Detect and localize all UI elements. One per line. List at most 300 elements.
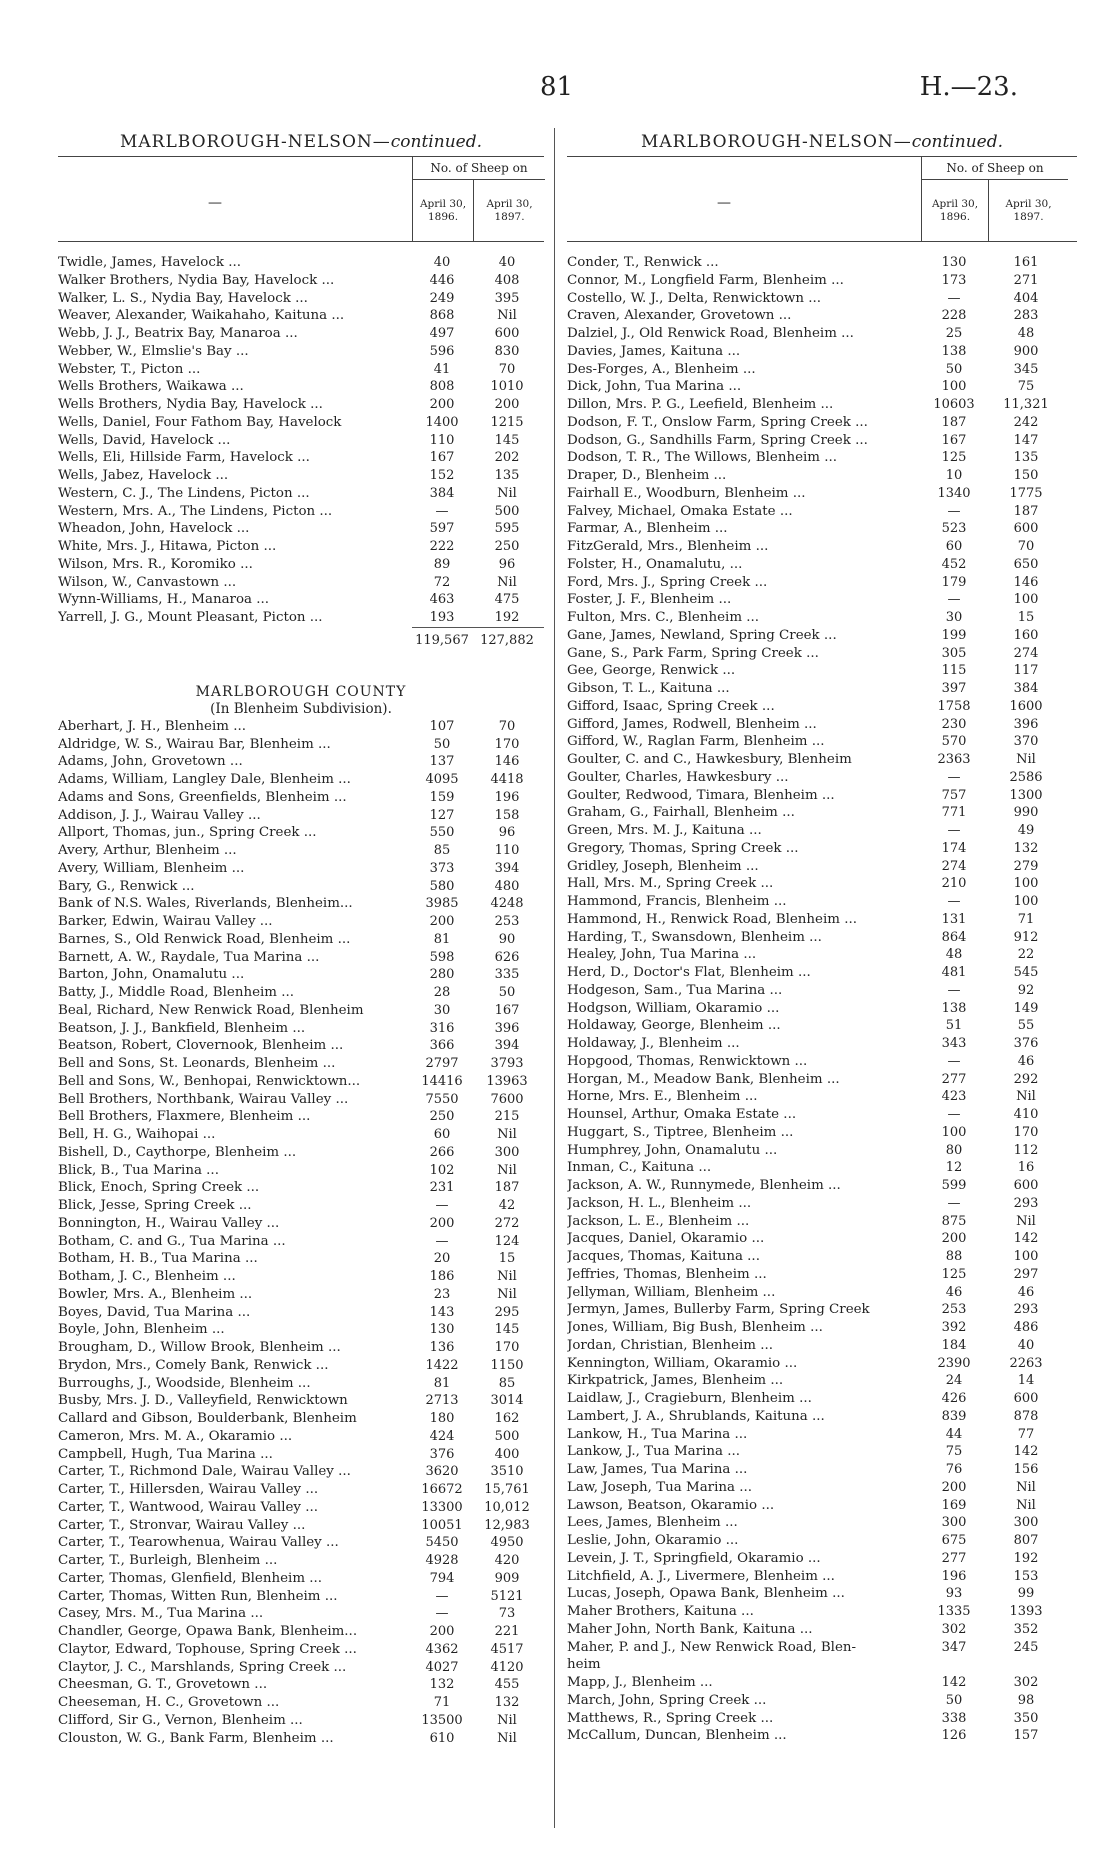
sheep-1896: 200: [429, 914, 455, 929]
sheep-1897: 250: [494, 539, 520, 554]
sheep-1896: 1400: [425, 414, 459, 430]
sheep-1896: 376: [429, 1446, 455, 1462]
table-row: [567, 1355, 1077, 1373]
sheep-1897: 396: [1013, 716, 1039, 732]
sheep-1897: 170: [494, 736, 520, 752]
sheep-1896: 10051: [421, 1517, 463, 1533]
owner-name: Gee, George, Renwick ...: [567, 663, 736, 679]
sheep-1896: 28: [433, 985, 451, 1000]
table-row: [567, 1124, 1077, 1142]
owner-name: Lankow, H., Tua Marina ...: [567, 1426, 748, 1442]
owner-name: Goulter, Charles, Hawkesbury ...: [567, 769, 789, 785]
sheep-1896: 757: [941, 787, 967, 803]
owner-name: Wilson, Mrs. R., Koromiko ...: [58, 556, 253, 572]
owner-name: Fulton, Mrs. C., Blenheim ...: [567, 610, 760, 625]
sheep-1896: [921, 1656, 987, 1674]
owner-name: Hodgeson, Sam., Tua Marina ...: [567, 982, 783, 998]
sheep-1896: 200: [429, 1215, 455, 1231]
sheep-1897: 4418: [490, 772, 524, 787]
owner-name: Goulter, C. and C., Hawkesbury, Blenheim: [567, 752, 852, 767]
sheep-1897: 85: [498, 1375, 516, 1391]
sheep-1896: 72: [433, 574, 451, 590]
sheep-1896: 125: [941, 450, 967, 466]
owner-name: Bell, H. G., Waihopai ...: [58, 1127, 216, 1142]
sheep-1896: 249: [429, 290, 455, 306]
sheep-1897: 274: [1013, 645, 1039, 661]
left-rows-b: [58, 718, 544, 1748]
sheep-1896: 875: [941, 1213, 967, 1229]
sheep-1897: 112: [1013, 1142, 1039, 1158]
table-row: [58, 1233, 544, 1251]
table-row: [58, 361, 544, 379]
table-row: [567, 982, 1077, 1000]
sheep-1897: 161: [1013, 255, 1039, 270]
sheep-1897: 50: [498, 985, 516, 1000]
owner-name: Cheeseman, H. C., Grovetown ...: [58, 1695, 280, 1710]
sheep-1896: 138: [941, 1000, 967, 1016]
owner-name: Busby, Mrs. J. D., Valleyfield, Renwicktown: [58, 1393, 348, 1409]
table-row: [567, 964, 1077, 982]
sheep-1897: 142: [1013, 1444, 1039, 1460]
sheep-1897: 242: [1013, 414, 1039, 430]
sheep-1896: 4095: [425, 772, 459, 787]
sheep-1896: 2390: [937, 1355, 971, 1371]
sheep-1896: 137: [429, 754, 455, 770]
sheep-1897: 1150: [490, 1357, 524, 1373]
sheep-1897: 500: [494, 503, 520, 519]
owner-name: Laidlaw, J., Cragieburn, Blenheim ...: [567, 1391, 812, 1406]
sheep-1896: 231: [429, 1180, 455, 1196]
right-column-title: [567, 130, 1077, 156]
owner-name: Callard and Gibson, Boulderbank, Blenheim: [58, 1411, 357, 1426]
sheep-1897: Nil: [497, 1712, 517, 1728]
sheep-1897: 149: [1013, 1000, 1039, 1016]
sheep-1897: 40: [1017, 1337, 1035, 1353]
owner-name: Goulter, Redwood, Timara, Blenheim ...: [567, 787, 835, 803]
sheep-1896: 199: [941, 627, 967, 643]
table-row: [567, 1230, 1077, 1248]
sheep-1897: 145: [494, 432, 520, 448]
table-row: [58, 485, 544, 503]
table-row: [58, 1570, 544, 1588]
sheep-1896: 100: [941, 1124, 967, 1140]
table-row: [58, 1446, 544, 1464]
sheep-1896: 167: [941, 432, 967, 448]
table-row: [58, 432, 544, 450]
owner-name: Dodson, G., Sandhills Farm, Spring Creek ...: [567, 432, 868, 448]
table-row: [58, 556, 544, 574]
sheep-1896: —: [435, 1606, 449, 1622]
sheep-1896: 152: [429, 468, 455, 483]
owner-name: Batty, J., Middle Road, Blenheim ...: [58, 985, 295, 1000]
owner-name: Yarrell, J. G., Mount Pleasant, Picton ...: [58, 610, 323, 625]
owner-name: Dillon, Mrs. P. G., Leefield, Blenheim ...: [567, 397, 834, 412]
sheep-1896: 4928: [425, 1553, 459, 1568]
right-title-suffix: continued.: [911, 132, 1003, 152]
table-row: [567, 1710, 1077, 1728]
sheep-1896: 110: [429, 432, 455, 448]
owner-name: Wilson, W., Canvastown ...: [58, 574, 237, 590]
sheep-1897: 600: [1013, 1391, 1039, 1406]
sheep-1896: 196: [941, 1568, 967, 1584]
owner-name: Gifford, James, Rodwell, Blenheim ...: [567, 716, 817, 732]
owner-name: Bowler, Mrs. A., Blenheim ...: [58, 1286, 253, 1302]
sheep-1897: 12,983: [484, 1517, 530, 1533]
table-row: [567, 272, 1077, 290]
table-row: [58, 878, 544, 896]
sheep-1896: 102: [429, 1162, 455, 1178]
sheep-1897: 404: [1013, 290, 1039, 306]
right-table-header: [567, 156, 1077, 242]
owner-name: Clouston, W. G., Bank Farm, Blenheim ...: [58, 1730, 334, 1746]
sheep-1896: 50: [433, 736, 451, 752]
table-row: [567, 1497, 1077, 1515]
right-head-c2: April 30, 1897.: [988, 180, 1068, 241]
sheep-1897: 187: [494, 1180, 520, 1196]
sheep-1897: 215: [494, 1109, 520, 1125]
owner-name: Blick, B., Tua Marina ...: [58, 1162, 219, 1178]
right-title-text: MARLBOROUGH-NELSON—: [641, 132, 912, 152]
sheep-1897: 77: [1017, 1426, 1035, 1442]
sheep-1897: 455: [494, 1677, 520, 1693]
owner-name: Holdaway, J., Blenheim ...: [567, 1036, 740, 1051]
sheep-1897: 1600: [1009, 698, 1043, 714]
sheep-1897: 4517: [490, 1641, 524, 1657]
sheep-1897: 92: [1017, 982, 1035, 998]
sheep-1897: [987, 1656, 1065, 1674]
owner-name: Beal, Richard, New Renwick Road, Blenheim: [58, 1002, 364, 1018]
sheep-1897: Nil: [497, 1730, 517, 1746]
sheep-1896: 280: [429, 967, 455, 983]
sheep-1896: 51: [945, 1018, 963, 1034]
owner-name: Dodson, T. R., The Willows, Blenheim ...: [567, 450, 838, 466]
sheep-1897: 545: [1013, 965, 1039, 980]
table-row: [58, 272, 544, 290]
sheep-1896: 115: [941, 663, 967, 679]
owner-name: Wells Brothers, Nydia Bay, Havelock ...: [58, 397, 323, 412]
table-row: [58, 842, 544, 860]
table-row: [567, 627, 1077, 645]
right-head-group: [921, 157, 1068, 241]
table-row: [58, 396, 544, 414]
owner-name: Western, C. J., The Lindens, Picton ...: [58, 485, 310, 501]
sheep-1896: 81: [433, 931, 451, 947]
owner-name: Horne, Mrs. E., Blenheim ...: [567, 1089, 758, 1105]
sheep-1897: 70: [498, 361, 516, 377]
owner-name: Costello, W. J., Delta, Renwicktown ...: [567, 290, 822, 306]
sheep-1896: 130: [941, 255, 967, 270]
sheep-1897: 394: [494, 1038, 520, 1054]
sheep-1897: 295: [494, 1304, 520, 1320]
sheep-1897: 147: [1013, 432, 1039, 448]
sheep-1897: 73: [498, 1606, 516, 1622]
sheep-1896: 179: [941, 574, 967, 590]
owner-name: Botham, J. C., Blenheim ...: [58, 1269, 236, 1284]
owner-name: Gifford, W., Raglan Farm, Blenheim ...: [567, 734, 825, 750]
sheep-1896: 200: [429, 1624, 455, 1639]
owner-name: Boyes, David, Tua Marina ...: [58, 1304, 251, 1320]
sheep-1896: 60: [945, 539, 963, 554]
sheep-1897: 500: [494, 1428, 520, 1444]
sheep-1896: 392: [941, 1320, 967, 1335]
page-reference: H.—23.: [919, 72, 1018, 102]
sheep-1897: 3014: [490, 1393, 524, 1409]
table-row: [58, 467, 544, 485]
owner-name: Draper, D., Blenheim ...: [567, 468, 727, 483]
sheep-1897: 352: [1013, 1621, 1039, 1637]
sheep-1896: 423: [941, 1089, 967, 1105]
owner-name: Des-Forges, A., Blenheim ...: [567, 361, 756, 377]
sheep-1896: 4362: [425, 1641, 459, 1657]
owner-name: Falvey, Michael, Omaka Estate ...: [567, 503, 793, 519]
table-row: [567, 307, 1077, 325]
sheep-1896: 48: [945, 947, 963, 963]
sheep-1896: 452: [941, 556, 967, 572]
sheep-1896: 40: [433, 255, 451, 270]
sheep-1897: 3793: [490, 1056, 524, 1071]
table-row: [58, 1517, 544, 1535]
sheep-1897: 187: [1013, 503, 1039, 519]
sheep-1897: 221: [494, 1624, 520, 1639]
sheep-1896: 7550: [425, 1091, 459, 1107]
sheep-1897: 170: [1013, 1124, 1039, 1140]
owner-name: Gifford, Isaac, Spring Creek ...: [567, 698, 775, 714]
sheep-1896: 107: [429, 718, 455, 734]
table-row: [567, 343, 1077, 361]
owner-name: Jackson, A. W., Runnymede, Blenheim ...: [567, 1178, 841, 1193]
sheep-1897: 408: [494, 272, 520, 288]
table-row: [567, 1408, 1077, 1426]
sheep-1897: 300: [1013, 1515, 1039, 1531]
table-row: [567, 1159, 1077, 1177]
sheep-1896: —: [947, 290, 961, 306]
owner-name: Carter, Thomas, Witten Run, Blenheim ...: [58, 1588, 338, 1604]
sheep-1896: 13500: [421, 1712, 463, 1728]
owner-name: Adams and Sons, Greenfields, Blenheim ...: [58, 789, 347, 805]
sheep-1896: 373: [429, 860, 455, 876]
sheep-1896: 24: [945, 1373, 963, 1389]
sheep-1896: 30: [433, 1002, 451, 1018]
sheep-1896: 1758: [937, 698, 971, 714]
sheep-1896: 88: [945, 1249, 963, 1264]
sheep-1897: 807: [1013, 1533, 1039, 1548]
sheep-1897: 912: [1013, 929, 1039, 945]
table-row: [567, 946, 1077, 964]
sheep-1897: 11,321: [1003, 397, 1049, 412]
table-row: [567, 1514, 1077, 1532]
sheep-1897: 46: [1017, 1053, 1035, 1069]
table-row: [58, 1108, 544, 1126]
owner-name: Boyle, John, Blenheim ...: [58, 1322, 225, 1338]
table-row: [58, 1215, 544, 1233]
sheep-1897: 70: [498, 718, 516, 734]
owner-name: Blick, Enoch, Spring Creek ...: [58, 1180, 260, 1196]
sheep-1896: 180: [429, 1411, 455, 1426]
owner-name: Beatson, J. J., Bankfield, Blenheim ...: [58, 1020, 306, 1036]
owner-name: Craven, Alexander, Grovetown ...: [567, 308, 792, 324]
sheep-1896: 89: [433, 556, 451, 572]
sheep-1897: 4950: [490, 1535, 524, 1551]
sheep-1897: 132: [494, 1695, 520, 1710]
sheep-1897: 600: [494, 326, 520, 341]
sheep-1897: 135: [494, 468, 520, 483]
table-row: [58, 1020, 544, 1038]
left-head-dash: —: [208, 195, 222, 211]
owner-name: Leslie, John, Okaramio ...: [567, 1533, 739, 1548]
sheep-1896: 839: [941, 1408, 967, 1424]
owner-name: Aldridge, W. S., Wairau Bar, Blenheim ...: [58, 736, 331, 752]
table-row: [58, 254, 544, 272]
owner-name: Bell Brothers, Flaxmere, Blenheim ...: [58, 1109, 311, 1125]
table-row: [58, 503, 544, 521]
owner-name: Law, Joseph, Tua Marina ...: [567, 1479, 753, 1495]
table-row: [58, 1002, 544, 1020]
sheep-1897: 46: [1017, 1284, 1035, 1300]
owner-name: Barnett, A. W., Raydale, Tua Marina ...: [58, 949, 320, 965]
sheep-1896: 167: [429, 450, 455, 466]
table-row: [567, 1301, 1077, 1319]
sheep-1897: 420: [494, 1553, 520, 1568]
right-head-c1: April 30, 1896.: [931, 198, 979, 223]
table-row: [567, 1727, 1077, 1745]
table-row: [58, 343, 544, 361]
owner-name: Carter, Thomas, Glenfield, Blenheim ...: [58, 1570, 323, 1586]
table-row: [567, 858, 1077, 876]
owner-name: Lucas, Joseph, Opawa Bank, Blenheim ...: [567, 1586, 845, 1602]
owner-name: Matthews, R., Spring Creek ...: [567, 1710, 774, 1726]
owner-name: Blick, Jesse, Spring Creek ...: [58, 1198, 252, 1213]
sheep-1897: 2586: [1009, 769, 1043, 785]
table-row: [58, 1694, 544, 1712]
sheep-1896: 2797: [425, 1056, 459, 1071]
table-row: [58, 1712, 544, 1730]
owner-name: Casey, Mrs. M., Tua Marina ...: [58, 1606, 264, 1622]
owner-name: Maher, P. and J., New Renwick Road, Blen-: [567, 1639, 857, 1655]
sheep-1897: 153: [1013, 1568, 1039, 1584]
owner-name: Mapp, J., Blenheim ...: [567, 1675, 713, 1690]
sheep-1897: 600: [1013, 1178, 1039, 1193]
owner-name: Folster, H., Onamalutu, ...: [567, 556, 743, 572]
sheep-1896: 125: [941, 1266, 967, 1282]
sheep-1896: 5450: [425, 1535, 459, 1551]
sheep-1897: 10,012: [484, 1499, 530, 1515]
table-row: [58, 913, 544, 931]
sheep-1897: 253: [494, 914, 520, 929]
table-row: [58, 1197, 544, 1215]
owner-name: Lambert, J. A., Shrublands, Kaituna ...: [567, 1408, 825, 1424]
sheep-1896: 4027: [425, 1659, 459, 1675]
owner-name: Gane, S., Park Farm, Spring Creek ...: [567, 645, 819, 661]
table-row: [567, 804, 1077, 822]
table-row: [567, 1461, 1077, 1479]
owner-name: Bell Brothers, Northbank, Wairau Valley ...: [58, 1091, 349, 1107]
owner-name: McCallum, Duncan, Blenheim ...: [567, 1728, 787, 1744]
table-row: [567, 1071, 1077, 1089]
sheep-1896: 41: [433, 361, 451, 377]
owner-name: Webb, J. J., Beatrix Bay, Manaroa ...: [58, 326, 298, 341]
sheep-1897: 100: [1013, 1249, 1039, 1264]
owner-name: Dalziel, J., Old Renwick Road, Blenheim ...: [567, 326, 854, 341]
sheep-1897: 202: [494, 450, 520, 466]
owner-name: March, John, Spring Creek ...: [567, 1692, 767, 1708]
sheep-1897: 90: [498, 931, 516, 947]
table-row: [58, 789, 544, 807]
sheep-1897: 192: [494, 610, 520, 625]
table-row: [58, 1623, 544, 1641]
table-row: [567, 1142, 1077, 1160]
owner-name: Bonnington, H., Wairau Valley ...: [58, 1215, 280, 1231]
sheep-1896: 159: [429, 789, 455, 805]
sheep-1896: 169: [941, 1497, 967, 1513]
owner-name: Barnes, S., Old Renwick Road, Blenheim ...: [58, 931, 351, 947]
owner-name: Jellyman, William, Blenheim ...: [567, 1284, 776, 1300]
sheep-1897: 22: [1017, 947, 1035, 963]
sheep-1897: 650: [1013, 556, 1039, 572]
sheep-1896: 597: [429, 521, 455, 537]
table-row: [567, 1568, 1077, 1586]
table-row: [567, 1213, 1077, 1231]
table-row: [58, 574, 544, 592]
sheep-1896: 85: [433, 843, 451, 858]
owner-name: Ford, Mrs. J., Spring Creek ...: [567, 574, 768, 590]
owner-name: Gregory, Thomas, Spring Creek ...: [567, 840, 799, 856]
sheep-1896: 142: [941, 1675, 967, 1690]
sheep-1896: 426: [941, 1391, 967, 1406]
table-row: [58, 966, 544, 984]
sheep-1897: 410: [1013, 1107, 1039, 1122]
table-row: [567, 1035, 1077, 1053]
sheep-1896: 253: [941, 1302, 967, 1318]
sheep-1897: 160: [1013, 627, 1039, 643]
sheep-1897: 4120: [490, 1659, 524, 1675]
table-row: [58, 1463, 544, 1481]
owner-name: Hammond, H., Renwick Road, Blenheim ...: [567, 911, 857, 927]
table-row: [567, 1000, 1077, 1018]
owner-name: Hopgood, Thomas, Renwicktown ...: [567, 1053, 808, 1069]
sheep-1896: 1335: [937, 1604, 971, 1619]
owner-name: Healey, John, Tua Marina ...: [567, 947, 757, 963]
owner-name: Maher John, North Bank, Kaituna ...: [567, 1621, 813, 1637]
table-row: [567, 1337, 1077, 1355]
sheep-1897: 124: [494, 1233, 520, 1249]
owner-name: Huggart, S., Tiptree, Blenheim ...: [567, 1124, 794, 1140]
sheep-1896: —: [947, 503, 961, 519]
sheep-1896: 2363: [937, 752, 971, 767]
sheep-1896: 864: [941, 929, 967, 945]
sheep-1896: 338: [941, 1710, 967, 1726]
sheep-1896: —: [947, 982, 961, 998]
sheep-1896: 610: [429, 1730, 455, 1746]
sheep-1896: 81: [433, 1375, 451, 1391]
owner-name: Brydon, Mrs., Comely Bank, Renwick ...: [58, 1357, 329, 1373]
owner-name: Bank of N.S. Wales, Riverlands, Blenheim...: [58, 896, 353, 912]
sheep-1897: 900: [1013, 343, 1039, 359]
owner-name: White, Mrs. J., Hitawa, Picton ...: [58, 539, 277, 554]
owner-name: Avery, Arthur, Blenheim ...: [58, 843, 237, 858]
owner-name: Kirkpatrick, James, Blenheim ...: [567, 1373, 784, 1389]
table-row: [58, 931, 544, 949]
sheep-1896: 316: [429, 1020, 455, 1036]
sheep-1897: 142: [1013, 1231, 1039, 1247]
sheep-1897: 170: [494, 1340, 520, 1355]
owner-name: Green, Mrs. M. J., Kaituna ...: [567, 823, 762, 838]
table-row: [567, 290, 1077, 308]
sheep-1896: 596: [429, 343, 455, 359]
table-row: [58, 449, 544, 467]
table-row: [567, 662, 1077, 680]
sheep-1896: 136: [429, 1340, 455, 1355]
owner-name: Walker Brothers, Nydia Bay, Havelock ...: [58, 272, 335, 288]
